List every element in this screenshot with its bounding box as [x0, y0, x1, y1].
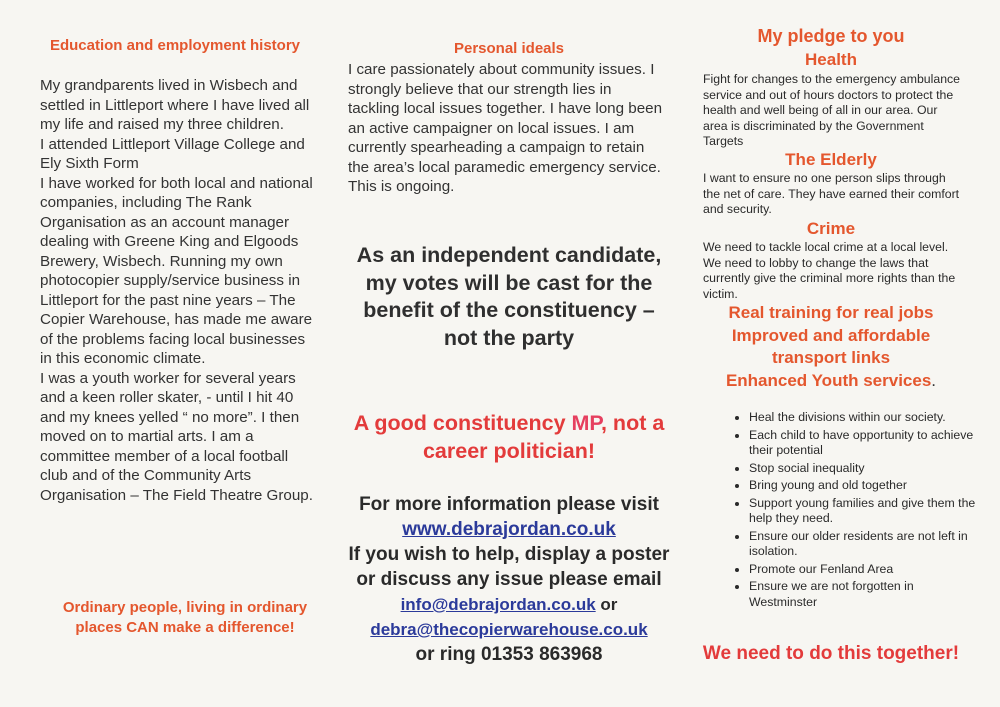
highlight-youth: Enhanced Youth services [725, 370, 932, 390]
phone-text: or ring 01353 863968 [415, 644, 603, 665]
column-pledge [700, 0, 976, 707]
pledge-heading: My pledge to you [757, 26, 905, 46]
list-item: • Each child to have opportunity to achieve their potential [749, 428, 981, 459]
column-ideals [348, 0, 670, 707]
ideals-heading: Personal ideals [453, 40, 565, 57]
independent-statement: As an independent candidate, my votes will be cast for the benefit of the constituency – not the party [356, 243, 662, 350]
website-link[interactable]: www.debrajordan.co.uk [402, 519, 616, 540]
constituency-slogan [348, 410, 670, 465]
highlights [700, 302, 962, 392]
ordinary-people-slogan: Ordinary people, living in ordinary places CAN make a difference! [62, 599, 308, 636]
education-paragraph: I attended Littleport Village College and Ely Sixth Form [40, 135, 305, 172]
education-paragraph: I have worked for both local and national companies, including The Rank Organisation as an account manager dealing with Greene King and Elgoods Brewery, Wisbech. Running my own photocopier supply/service business in Littleport for the past nine years – The Copier Warehouse, has made me aware of the problems facing local businesses in this economic climate. [40, 174, 313, 367]
crime-text: We need to tackle local crime at a local level. We need to lobby to change the laws that currently give the criminal more rights than the victim. [703, 240, 956, 301]
education-paragraph: My grandparents lived in Wisbech and settled in Littleport where I have lived all my life and raised my three children. [40, 77, 310, 133]
list-item: • Bring young and old together [749, 478, 981, 494]
list-item: • Promote our Fenland Area [749, 562, 981, 578]
pledge-list [723, 410, 981, 612]
slogan-text: , not a career politician! [422, 411, 665, 463]
list-item: • Stop social inequality [749, 461, 981, 477]
education-body [40, 76, 320, 505]
list-item: • Ensure we are not forgotten in Westminster [749, 579, 981, 610]
email-link-debra[interactable]: debra@thecopierwarehouse.co.uk [370, 620, 648, 639]
education-paragraph: I was a youth worker for several years and a keen roller skater, - until I hit 40 and my knees yelled “ no more”. I then moved on to martial arts. I am a committee member of a local football club and of the Community Arts Organisation – The Field Theatre Group. [40, 369, 313, 504]
list-item: • Heal the divisions within our society. [749, 410, 981, 426]
slogan-text: A good constituency [353, 411, 572, 435]
help-text: If you wish to help, display a poster or discuss any issue please email [348, 544, 670, 590]
together-slogan: We need to do this together! [702, 643, 960, 664]
highlight-training: Real training for real jobs [728, 303, 934, 322]
contact-block [348, 492, 670, 667]
crime-heading: Crime [806, 219, 856, 238]
health-heading: Health [805, 50, 857, 69]
or-text: or [600, 595, 618, 614]
slogan-mp: MP [571, 411, 601, 435]
highlight-period: . [931, 370, 937, 390]
column-education [40, 0, 330, 707]
highlight-transport: Improved and affordable transport links [731, 325, 931, 367]
contact-intro: For more information please visit [359, 494, 659, 515]
education-heading: Education and employment history [49, 37, 301, 54]
elderly-text: I want to ensure no one person slips through the net of care. They have earned their comfort and security. [703, 171, 960, 216]
list-item: • Support young families and give them the help they need. [749, 496, 981, 527]
email-link-info[interactable]: info@debrajordan.co.uk [400, 595, 596, 614]
ideals-body: I care passionately about community issues. I strongly believe that our strength lies in tackling local issues together. I have long been an active campaigner on local issues. I am currently spearheading a campaign to retain the area’s local paramedic emergency service. This is ongoing. [348, 61, 663, 195]
elderly-heading: The Elderly [785, 150, 877, 169]
list-item: • Ensure our older residents are not left in isolation. [749, 529, 981, 560]
health-text: Fight for changes to the emergency ambulance service and out of hours doctors to protect the health and well being of all in our area. Our area is discriminated by the Government Targets [703, 72, 961, 148]
